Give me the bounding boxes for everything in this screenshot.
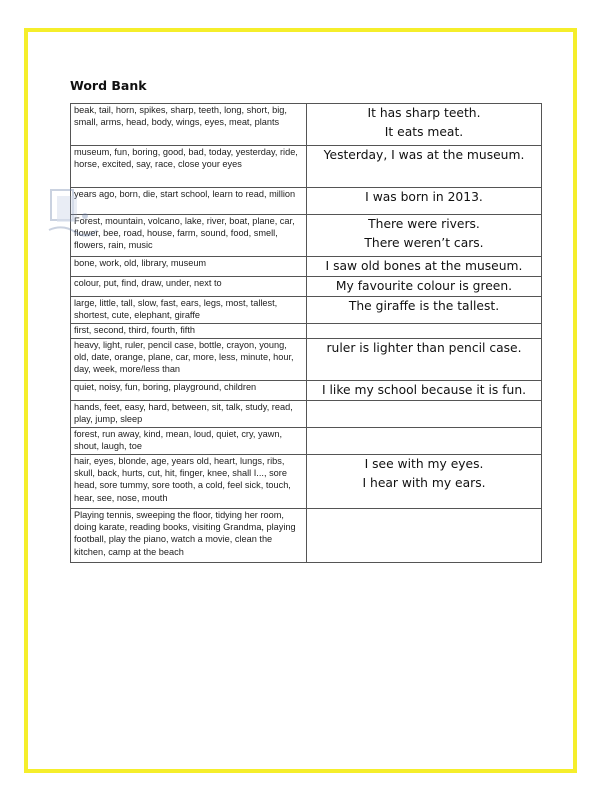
example-sentence: It eats meat. <box>384 125 464 139</box>
word-list-cell: museum, fun, boring, good, bad, today, yesterday, ride, horse, excited, say, race, close your eyes <box>71 146 307 188</box>
table-row <box>71 277 542 297</box>
example-sentence: ruler is lighter than pencil case. <box>326 341 522 355</box>
example-sentence-cell <box>307 297 542 324</box>
example-sentence: I saw old bones at the museum. <box>325 259 523 273</box>
table-row <box>71 215 542 257</box>
example-sentence: There weren’t cars. <box>364 236 484 250</box>
word-list-cell: bone, work, old, library, museum <box>71 257 307 277</box>
example-sentence-cell <box>307 277 542 297</box>
example-sentence-cell <box>307 104 542 146</box>
word-list-cell: Forest, mountain, volcano, lake, river, boat, plane, car, flower, bee, road, house, farm, sound, food, smell, flowers, rain, music <box>71 215 307 257</box>
word-list-cell: Playing tennis, sweeping the floor, tidying her room, doing karate, reading books, visiting Grandma, playing football, play the piano, watch a movie, clean the kitchen, camp at the beach <box>71 509 307 563</box>
example-sentence: I like my school because it is fun. <box>321 383 527 397</box>
example-sentence-cell <box>307 339 542 381</box>
word-list-cell: heavy, light, ruler, pencil case, bottle, crayon, young, old, date, orange, plane, car, more, less, minute, hour, day, week, more/less than <box>71 339 307 381</box>
word-list-cell: large, little, tall, slow, fast, ears, legs, most, tallest, shortest, cute, elephant, giraffe <box>71 297 307 324</box>
example-sentence-cell <box>307 428 542 455</box>
table-row <box>71 146 542 188</box>
example-sentence: There were rivers. <box>368 217 480 231</box>
word-list-cell: first, second, third, fourth, fifth <box>71 324 307 339</box>
example-sentence: Yesterday, I was at the museum. <box>323 148 525 162</box>
table-row <box>71 257 542 277</box>
example-sentence: I was born in 2013. <box>365 190 483 204</box>
word-list-cell: years ago, born, die, start school, learn to read, million <box>71 188 307 215</box>
word-list-cell: colour, put, find, draw, under, next to <box>71 277 307 297</box>
table-row <box>71 428 542 455</box>
table-row <box>71 188 542 215</box>
word-list-cell: beak, tail, horn, spikes, sharp, teeth, long, short, big, small, arms, head, body, wings, eyes, meat, plants <box>71 104 307 146</box>
example-sentence-cell <box>307 188 542 215</box>
word-list-cell: quiet, noisy, fun, boring, playground, children <box>71 381 307 401</box>
word-list-cell: hands, feet, easy, hard, between, sit, talk, study, read, play, jump, sleep <box>71 401 307 428</box>
example-sentence-cell <box>307 215 542 257</box>
example-sentence: I see with my eyes. <box>364 457 484 471</box>
example-sentence-cell <box>307 381 542 401</box>
example-sentence-cell <box>307 401 542 428</box>
page-title: Word Bank <box>70 78 147 93</box>
example-sentence: It has sharp teeth. <box>367 106 481 120</box>
word-bank-table <box>70 103 542 563</box>
example-sentence: The giraffe is the tallest. <box>348 299 500 313</box>
word-list-cell: forest, run away, kind, mean, loud, quiet, cry, yawn, shout, laugh, toe <box>71 428 307 455</box>
table-row <box>71 381 542 401</box>
word-list-cell: hair, eyes, blonde, age, years old, heart, lungs, ribs, skull, back, hurts, cut, hit, finger, knee, shall I..., sore head, sore tummy, sore tooth, a cold, feel sick, touch, hear, see, nose, mouth <box>71 455 307 509</box>
example-sentence-cell <box>307 324 542 339</box>
table-row <box>71 297 542 324</box>
example-sentence: My favourite colour is green. <box>335 279 513 293</box>
table-row <box>71 324 542 339</box>
example-sentence: I hear with my ears. <box>362 476 486 490</box>
table-row <box>71 339 542 381</box>
example-sentence-cell <box>307 509 542 563</box>
table-row <box>71 455 542 509</box>
example-sentence-cell <box>307 455 542 509</box>
example-sentence-cell <box>307 257 542 277</box>
example-sentence-cell <box>307 146 542 188</box>
table-row <box>71 401 542 428</box>
table-row <box>71 509 542 563</box>
table-row <box>71 104 542 146</box>
